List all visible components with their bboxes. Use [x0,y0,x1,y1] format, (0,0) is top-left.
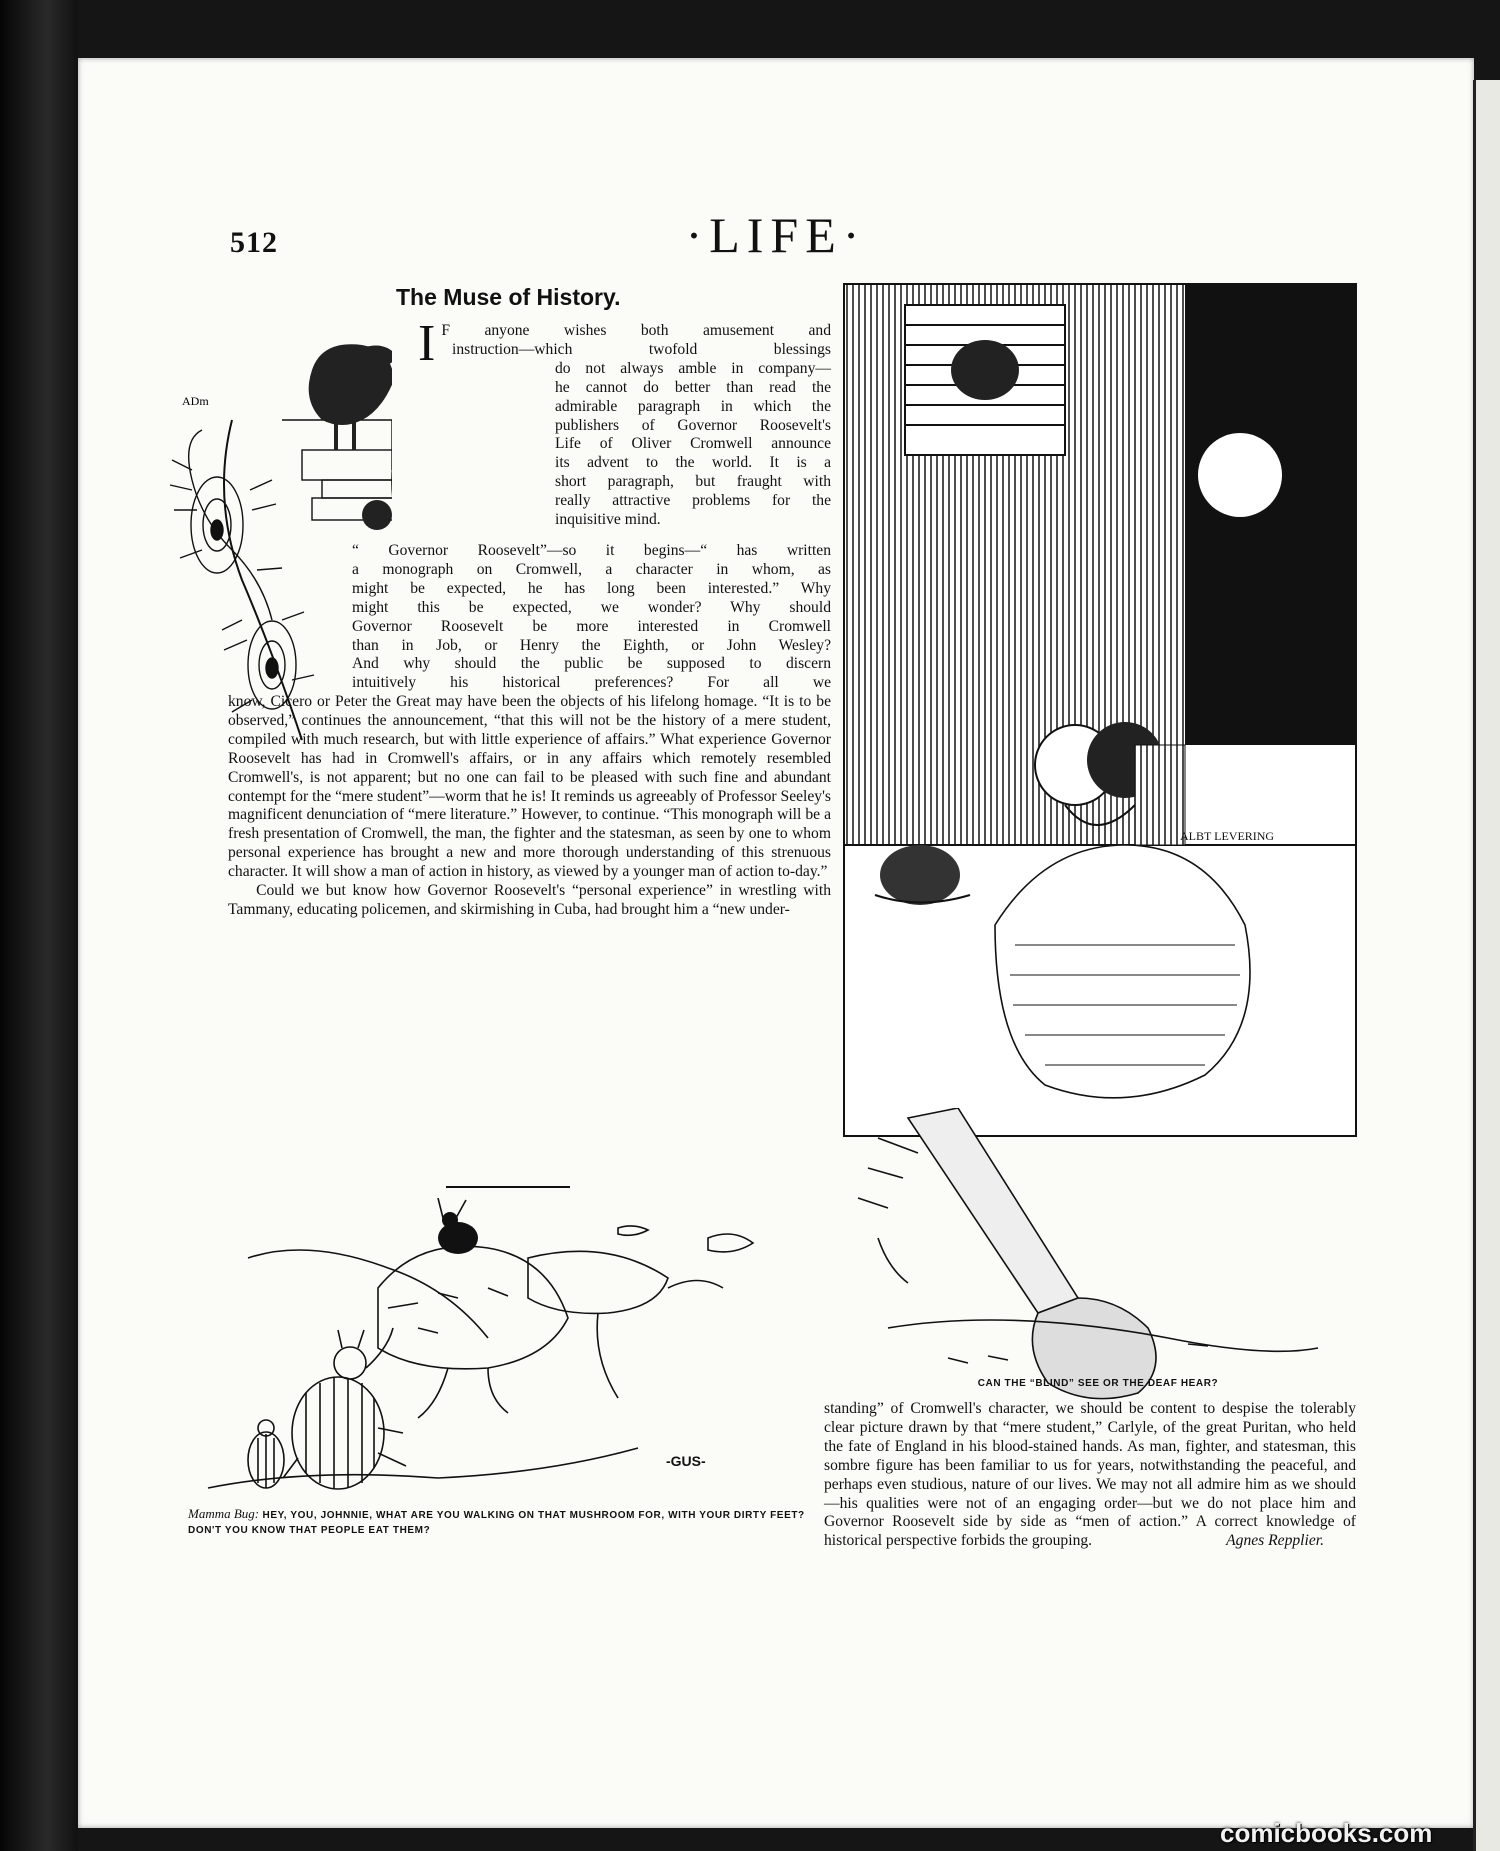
article-title: The Muse of History. [396,284,621,310]
wrap-line: short paragraph, but fraught with [555,473,831,491]
article-intro [418,315,831,530]
svg-text:ADm: ADm [182,394,209,408]
wrap-line: instruction—which twofold blessings [452,340,831,358]
wrap-line: Governor Roosevelt be more interested in Cromwell [352,617,831,635]
club-mallet-drawing [848,1108,1328,1408]
bug-mushroom-cartoon [188,1198,828,1498]
article-paragraph: Could we but know how Governor Roosevelt's “personal experience” in wrestling with Tammany, educating policemen, and skirmishing in Cuba, had brought him a “new under- [228,882,831,918]
wrap-line: inquisitive mind. [555,511,661,529]
wrap-line: might be expected, he has long been interested.” Why [352,579,831,597]
wrap-line: admirable paragraph in which the [555,397,831,415]
watermark: comicbooks.com [1220,1818,1433,1848]
wrap-line: a monograph on Cromwell, a character in whom, as [352,560,831,578]
wrap-line: than in Job, or Henry the Eighth, or John Wesley? [352,636,831,654]
article-para2-wrap [318,542,831,693]
bug-cartoon-caption [188,1506,828,1538]
bug-cartoon-signature: -GUS- [666,1453,706,1469]
dropcap: I [418,315,436,372]
article-paragraph: know, Cicero or Peter the Great may have been the objects of his lifelong homage. “It is to be observed,” continues the announcement, “that this will not be the history of a mere student, compiled with much research, but with little experience of affairs.” What experience Governor Roosevelt has had in Cromwell's affairs, or in any affairs which remotely resembled Cromwell's, is not apparent; but no one can fail to be pleased with such fine and abundant contempt for the “mere student”—worm that he is! It reminds us agreeably of Professor Seeley's magnificent denunciation of “mere literature.” However, to continue. “This monograph will be a fresh presentation of Cromwell, the man, the fighter and the statesman, as seen by one to whom personal experience has brought a new and more thorough understanding of this strenuous character. It will show a man of action in history, as viewed by a younger man of action to-day.” [228,693,831,881]
article-body-right [824,1400,1356,1551]
page-number: 512 [230,226,278,259]
wrap-line: its advent to the world. It is a [555,454,831,472]
wrap-line: F anyone wishes both amusement and [441,322,831,339]
scan-edge-left [0,0,78,1851]
next-page-edge [1473,80,1500,1851]
article-body-left [228,693,831,920]
blind-deaf-cartoon-frame [843,283,1357,1137]
wrap-line: really attractive problems for the [555,492,831,510]
author-name: Agnes Repplier. [1226,1532,1324,1550]
wrap-line: publishers of Governor Roosevelt's [555,416,831,434]
article-paragraph: standing” of Cromwell's character, we should be content to despise the tolerably clear picture drawn by that “mere student,” Carlyle, of the great Puritan, who held the fate of England in his blood-stained hands. As man, fighter, and statesman, this sombre figure has been familiar to us for years, notwithstanding the peaceful, and perhaps even studious, nature of our lives. We may not all admire him as we should—his qualities were not of an engaging order—but we do not place him and Governor Roosevelt side by side as “men of action.” A correct knowledge of historical perspective forbids the grouping. [824,1400,1356,1550]
blind-deaf-cartoon [845,285,1355,1135]
wrap-line: Life of Oliver Cromwell announce [555,435,831,453]
masthead: ·LIFE· [685,207,867,263]
magazine-page [78,58,1474,1828]
wrap-line: might this be expected, we wonder? Why should [352,598,831,616]
blind-cartoon-signature: ALBT LEVERING [1180,829,1275,843]
blind-cartoon-caption: CAN THE “BLIND” SEE OR THE DEAF HEAR? [977,1378,1219,1389]
caption-text: HEY, YOU, JOHNNIE, WHAT ARE YOU WALKING ON THAT MUSHROOM FOR, WITH YOUR DIRTY FEET? DON'T YOU KNOW THAT PEOPLE EAT THEM? [188,1510,805,1536]
wrap-line: do not always amble in company— [555,359,831,377]
wrap-line: he cannot do better than read the [555,378,831,396]
caption-speaker: Mamma Bug: [188,1506,260,1521]
section-rule [446,1186,570,1188]
wrap-line: intuitively his historical preferences? For all we [352,674,831,692]
wrap-line: “ Governor Roosevelt”—so it begins—“ has written [352,542,831,559]
wrap-line: And why should the public be supposed to discern [352,655,831,673]
